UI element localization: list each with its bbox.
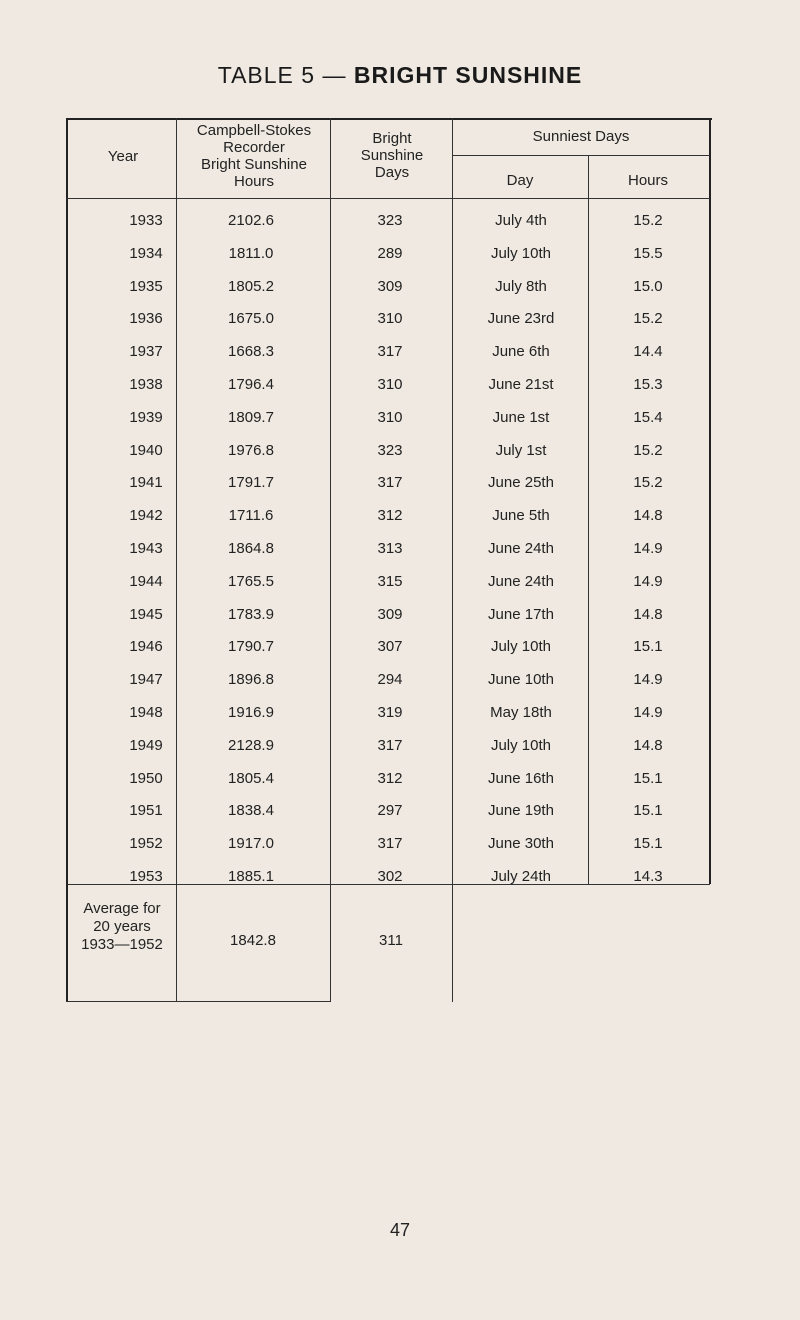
cell-days: 323	[377, 212, 403, 229]
table-row	[66, 304, 710, 334]
cell-days: 310	[377, 408, 403, 426]
table-row	[66, 436, 710, 466]
cell-year: 1947	[129, 671, 163, 689]
cell-hours: 1805.4	[228, 769, 274, 787]
cell-day: June 1st	[492, 408, 550, 426]
cell-hours: 1864.8	[228, 540, 274, 557]
sunniest-subrule	[452, 155, 710, 156]
header-day: Day	[506, 172, 534, 189]
average-label	[68, 900, 176, 954]
cell-hours: 2128.9	[228, 736, 274, 754]
cell-day: June 5th	[492, 507, 550, 525]
cell-days: 297	[377, 802, 403, 820]
cell-day: June 24th	[488, 572, 554, 590]
cell-year: 1948	[129, 704, 163, 721]
header-bright-line2: Sunshine	[360, 147, 424, 164]
cell-day: June 6th	[492, 343, 550, 361]
table-row	[66, 829, 710, 859]
cell-year: 1939	[129, 408, 163, 426]
average-label-line2: 20 years	[93, 918, 151, 935]
cell-year: 1936	[129, 310, 163, 328]
cell-day: July 10th	[490, 736, 552, 754]
cell-day: June 16th	[488, 769, 554, 787]
header-year: Year	[107, 148, 139, 165]
table-row	[66, 567, 710, 597]
cell-sunniest-hours: 14.9	[633, 572, 663, 590]
cell-hours: 1765.5	[228, 572, 274, 590]
cell-day: July 1st	[495, 441, 547, 459]
cell-day: June 17th	[488, 605, 554, 623]
cell-day: July 4th	[495, 212, 547, 229]
cell-days: 313	[377, 540, 403, 557]
cell-day: June 10th	[488, 671, 554, 689]
cell-days: 309	[377, 605, 403, 623]
header-bright-days	[332, 130, 452, 181]
cell-hours: 1796.4	[228, 376, 274, 393]
header-rule	[66, 198, 710, 199]
cell-day: June 23rd	[487, 310, 555, 328]
cell-day: July 10th	[490, 638, 552, 656]
header-sunniest-days: Sunniest Days	[532, 128, 630, 145]
cell-day: June 21st	[488, 376, 554, 393]
table-row	[66, 862, 710, 892]
cell-days: 315	[377, 572, 403, 590]
cell-hours: 1711.6	[228, 507, 274, 525]
cell-sunniest-hours: 15.1	[633, 802, 663, 820]
table-row	[66, 403, 710, 433]
table-row	[66, 239, 710, 269]
cell-hours: 1916.9	[228, 704, 274, 721]
cell-hours: 2102.6	[228, 212, 274, 229]
cell-day: June 19th	[488, 802, 554, 820]
cell-year: 1951	[129, 802, 163, 820]
cell-day: June 25th	[488, 474, 554, 492]
cell-hours: 1668.3	[228, 343, 274, 361]
table-title-prefix: TABLE 5 —	[217, 62, 347, 88]
header-bright-line3: Days	[374, 164, 410, 181]
cell-days: 302	[377, 868, 403, 885]
table-row	[66, 764, 710, 794]
cell-hours: 1675.0	[228, 310, 274, 328]
cell-hours: 1809.7	[228, 408, 274, 426]
header-bright-line1: Bright	[372, 130, 412, 147]
cell-day: June 24th	[488, 540, 554, 557]
cell-sunniest-hours: 15.5	[633, 244, 663, 262]
cell-days: 289	[377, 244, 403, 262]
average-hours: 1842.8	[230, 932, 276, 949]
header-recorder-line2: Recorder	[223, 139, 285, 156]
cell-hours: 1917.0	[228, 835, 274, 853]
cell-day: July 10th	[490, 244, 552, 262]
cell-sunniest-hours: 15.2	[633, 310, 663, 328]
cell-year: 1941	[129, 474, 163, 492]
cell-hours: 1838.4	[228, 802, 274, 820]
header-recorder-line3: Bright Sunshine	[201, 156, 307, 173]
cell-sunniest-hours: 14.8	[633, 507, 663, 525]
page-number: 47	[389, 1220, 411, 1240]
table-row	[66, 468, 710, 498]
cell-year: 1935	[129, 277, 163, 295]
cell-year: 1953	[129, 868, 163, 885]
cell-days: 309	[377, 277, 403, 295]
cell-days: 317	[377, 474, 403, 492]
cell-sunniest-hours: 15.2	[633, 441, 663, 459]
cell-sunniest-hours: 15.2	[633, 212, 663, 229]
cell-sunniest-hours: 15.2	[633, 474, 663, 492]
cell-hours: 1811.0	[228, 244, 274, 262]
cell-year: 1934	[129, 244, 163, 262]
cell-sunniest-hours: 15.0	[633, 277, 663, 295]
cell-days: 312	[377, 769, 403, 787]
cell-days: 310	[377, 310, 403, 328]
table-row	[66, 796, 710, 826]
cell-sunniest-hours: 14.4	[633, 343, 663, 361]
header-recorder	[178, 122, 330, 190]
cell-day: July 8th	[495, 277, 547, 295]
cell-sunniest-hours: 14.8	[633, 736, 663, 754]
table-row	[66, 206, 710, 236]
table-row	[66, 698, 710, 728]
cell-year: 1933	[129, 212, 163, 229]
cell-day: July 24th	[490, 868, 552, 885]
cell-sunniest-hours: 14.9	[633, 671, 663, 689]
cell-day: May 18th	[490, 704, 552, 721]
cell-day: June 30th	[488, 835, 554, 853]
cell-year: 1942	[129, 507, 163, 525]
cell-hours: 1805.2	[228, 277, 274, 295]
cell-days: 319	[377, 704, 403, 721]
cell-sunniest-hours: 15.4	[633, 408, 663, 426]
cell-year: 1946	[129, 638, 163, 656]
table-row	[66, 337, 710, 367]
cell-days: 307	[377, 638, 403, 656]
header-recorder-line4: Hours	[233, 173, 274, 190]
cell-sunniest-hours: 15.1	[633, 769, 663, 787]
cell-sunniest-hours: 14.9	[633, 704, 663, 721]
average-label-line1: Average for	[83, 900, 161, 917]
cell-hours: 1783.9	[228, 605, 274, 623]
cell-year: 1944	[129, 572, 163, 590]
table-row	[66, 370, 710, 400]
cell-days: 294	[377, 671, 403, 689]
table-row	[66, 632, 710, 662]
cell-sunniest-hours: 14.3	[633, 868, 663, 885]
cell-days: 317	[377, 736, 403, 754]
cell-sunniest-hours: 14.9	[633, 540, 663, 557]
table-title-main: BRIGHT SUNSHINE	[353, 62, 583, 88]
cell-year: 1938	[129, 376, 163, 393]
cell-year: 1937	[129, 343, 163, 361]
header-hours: Hours	[627, 172, 668, 189]
cell-hours: 1791.7	[228, 474, 274, 492]
cell-year: 1950	[129, 769, 163, 787]
average-label-line3: 1933—1952	[81, 936, 163, 953]
cell-year: 1945	[129, 605, 163, 623]
cell-days: 317	[377, 343, 403, 361]
cell-sunniest-hours: 15.1	[633, 638, 663, 656]
table-title	[0, 62, 800, 89]
table-row	[66, 665, 710, 695]
table-row	[66, 501, 710, 531]
table-row	[66, 731, 710, 761]
cell-sunniest-hours: 15.3	[633, 376, 663, 393]
table-row	[66, 600, 710, 630]
cell-hours: 1896.8	[228, 671, 274, 689]
cell-hours: 1790.7	[228, 638, 274, 656]
cell-hours: 1976.8	[228, 441, 274, 459]
cell-hours: 1885.1	[228, 868, 274, 885]
cell-year: 1943	[129, 540, 163, 557]
cell-sunniest-hours: 15.1	[633, 835, 663, 853]
average-days: 311	[379, 932, 403, 949]
header-recorder-line1: Campbell-Stokes	[196, 122, 312, 139]
cell-year: 1940	[129, 441, 163, 459]
cell-sunniest-hours: 14.8	[633, 605, 663, 623]
cell-days: 317	[377, 835, 403, 853]
cell-days: 312	[377, 507, 403, 525]
table-row	[66, 272, 710, 302]
cell-days: 310	[377, 376, 403, 393]
avg-bottom-rule	[66, 1001, 330, 1002]
cell-year: 1949	[129, 736, 163, 754]
cell-year: 1952	[129, 835, 163, 853]
cell-days: 323	[377, 441, 403, 459]
table-row	[66, 534, 710, 564]
